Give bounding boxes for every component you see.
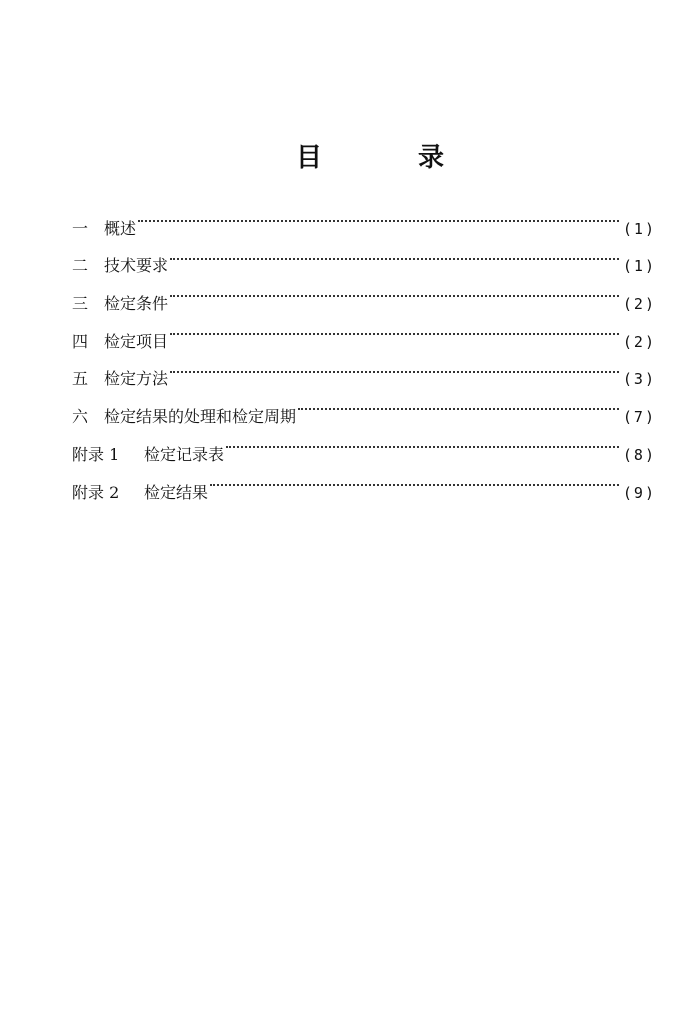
- dot-leader: [298, 384, 619, 422]
- dot-leader: [170, 347, 619, 385]
- toc-entry-title: 检定项目: [104, 331, 169, 351]
- toc-entry-page: (2): [622, 295, 656, 314]
- page-title: [0, 138, 698, 178]
- toc-entry-page: (3): [622, 370, 656, 389]
- toc-entry-page: (7): [622, 408, 656, 427]
- toc-entry-title: 检定记录表: [144, 444, 225, 464]
- dot-leader: [170, 234, 619, 272]
- toc-entry-page: (2): [622, 332, 656, 351]
- toc-entry-title: 技术要求: [104, 256, 169, 276]
- toc-entry-page: (8): [622, 445, 656, 464]
- toc-entry-title: 检定方法: [104, 369, 169, 389]
- title-char-2: 录: [418, 143, 445, 173]
- table-of-contents: [72, 196, 656, 502]
- dot-leader: [138, 196, 619, 234]
- toc-entry-title: 检定条件: [104, 294, 169, 314]
- toc-entry-number: 一: [72, 218, 89, 238]
- toc-entry-number: 三: [72, 294, 89, 314]
- toc-entry-number: 四: [72, 331, 89, 351]
- title-char-1: 目: [296, 143, 323, 173]
- dot-leader: [170, 309, 619, 347]
- toc-entry-technical-requirements: [72, 234, 656, 276]
- toc-entry-number: 六: [72, 407, 89, 427]
- toc-entry-page: (1): [622, 257, 656, 276]
- dot-leader: [226, 422, 619, 460]
- dot-leader: [170, 271, 619, 309]
- toc-entry-page: (9): [622, 483, 656, 502]
- toc-entry-number: 附录 1: [72, 444, 120, 464]
- toc-entry-page: (1): [622, 219, 656, 238]
- toc-entry-title: 概述: [104, 218, 137, 238]
- toc-entry-number: 五: [72, 369, 89, 389]
- toc-entry-title: 检定结果: [144, 482, 209, 502]
- toc-entry-number: 二: [72, 256, 89, 276]
- toc-entry-title: 检定结果的处理和检定周期: [104, 407, 297, 427]
- dot-leader: [210, 460, 619, 498]
- toc-entry-overview: [72, 196, 656, 238]
- toc-entry-number: 附录 2: [72, 482, 120, 502]
